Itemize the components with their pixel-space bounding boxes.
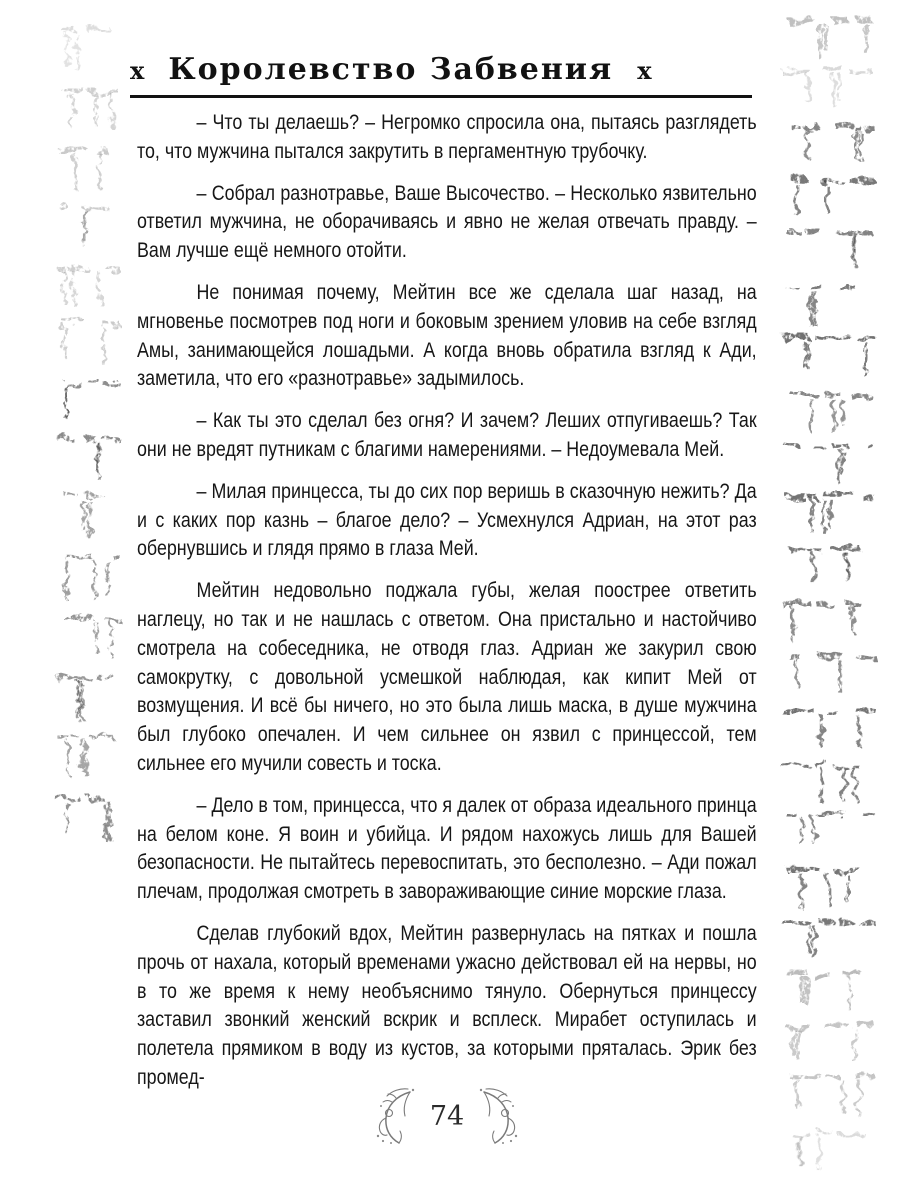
book-title: Королевство Забвения xyxy=(168,52,614,87)
header-rule xyxy=(130,95,752,98)
page-header xyxy=(130,52,755,87)
flourish-left-icon xyxy=(372,1086,418,1146)
paragraph: – Милая принцесса, ты до сих пор веришь в сказочную нежить? Да и с каких пор казнь – благое дело? – Усмехнулся Адриан, на этот раз обернувшись и глядя прямо в глаза Мей. xyxy=(137,479,757,561)
left-grunge-texture xyxy=(25,0,140,1200)
paragraph: – Что ты делаешь? – Негромко спросила она, пытаясь разглядеть то, что мужчина пытался закрутить в пергаментную трубочку. xyxy=(137,111,757,163)
paragraph: – Дело в том, принцесса, что я далек от образа идеального принца на белом коне. Я воин и убийца. И рядом нахожусь лишь для Вашей безопасности. Не пытайтесь перевоспитать, это бесполезно. – Ади пожал плечам, продолжая смотреть в завораживающие синие морские глаза. xyxy=(137,793,757,904)
header-ornament-left-icon: x xyxy=(130,56,145,85)
flourish-right-icon xyxy=(476,1086,522,1146)
page-footer xyxy=(137,1086,757,1146)
paragraph: – Собрал разнотравье, Ваше Высочество. – Несколько язвительно ответил мужчина, не оборачиваясь и явно не желая отвечать правду. – Вам лучше ещё немного отойти. xyxy=(137,181,757,263)
title-row xyxy=(130,52,755,87)
header-ornament-right-icon: x xyxy=(637,56,652,85)
right-grunge-texture xyxy=(775,0,885,1200)
paragraph: – Как ты это сделал без огня? И зачем? Леших отпугиваешь? Так они не вредят путникам с благими намерениями. – Недоумевала Мей. xyxy=(137,409,757,461)
page-number: 74 xyxy=(429,1100,465,1132)
paragraph: Сделав глубокий вдох, Мейтин развернулась на пятках и пошла прочь от нахала, который временами ужасно действовал ей на нервы, но в то же время к нему необъяснимо тянуло. Обернуться принцессу заставил звонкий женский вскрик и всплеск. Мирабет оступилась и полетела прямиком в воду из кустов, за которыми пряталась. Эрик без промед- xyxy=(137,921,757,1089)
paragraph: Мейтин недовольно поджала губы, желая поострее ответить наглецу, но так и не нашлась с ответом. Она пристально и настойчиво смотрела на собеседника, не отводя глаз. Адриан же закурил свою самокрутку, с довольной усмешкой наблюдая, как кипит Мей от возмущения. И всё бы ничего, но это была лишь маска, в душе мужчина был глубоко опечален. И чем сильнее он язвил с принцессой, тем сильнее его мучили совесть и тоска. xyxy=(137,579,757,775)
paragraph: Не понимая почему, Мейтин все же сделала шаг назад, на мгновенье посмотрев под ноги и боковым зрением уловив на себе взгляд Амы, занимающейся лошадьми. А когда вновь обратила взгляд к Ади, заметила, что его «разнотравье» задымилось. xyxy=(137,280,757,391)
page-text xyxy=(137,109,757,1106)
